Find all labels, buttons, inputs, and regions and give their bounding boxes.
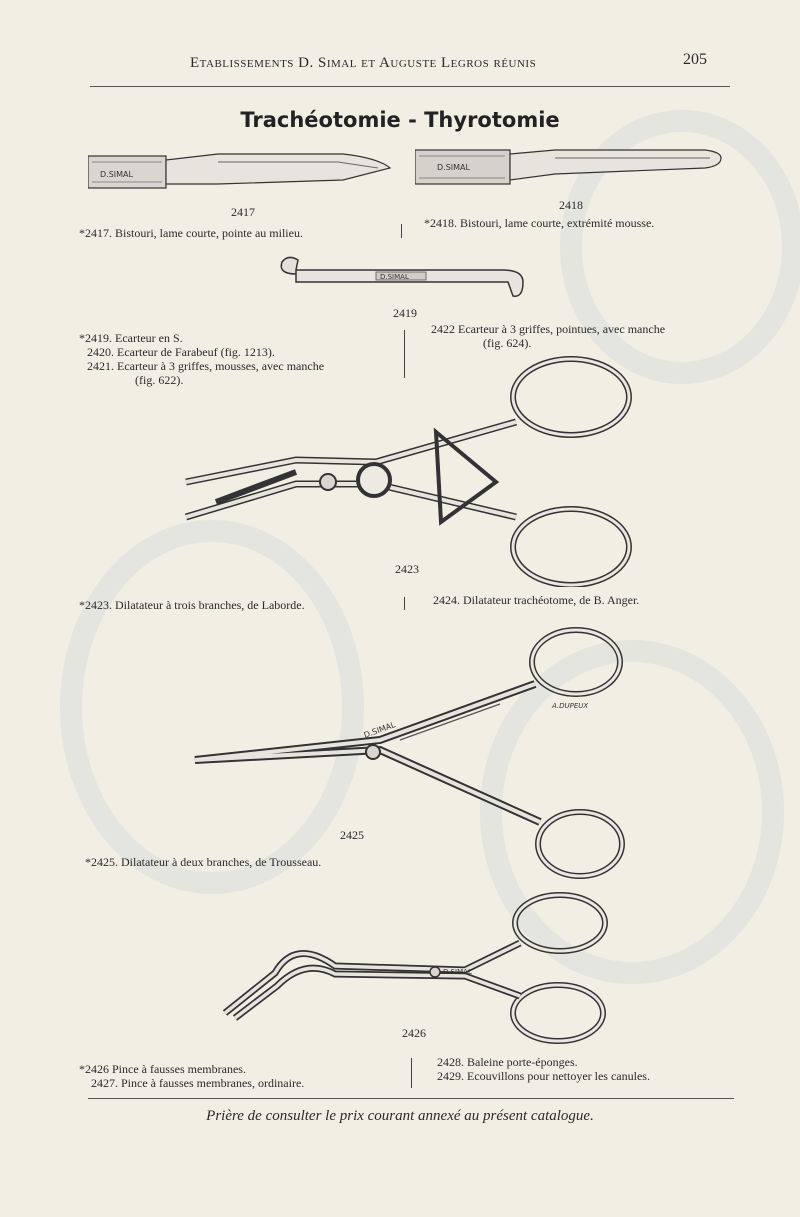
scalpel-2417-illustration [88, 148, 398, 196]
caption-2421-line2: (fig. 622). [135, 373, 184, 387]
figure-number-2423: 2423 [395, 562, 419, 576]
instrument-stamp: D.SIMAL [362, 720, 397, 740]
instrument-stamp: A.DUPEUX [552, 702, 589, 710]
caption-2427: 2427. Pince à fausses membranes, ordinaire. [91, 1076, 305, 1090]
caption-2420: 2420. Ecarteur de Farabeuf (fig. 1213). [87, 345, 275, 359]
caption-2424: 2424. Dilatateur trachéotome, de B. Anger. [433, 593, 640, 607]
figure-number-2426: 2426 [402, 1026, 426, 1040]
figure-number-2419: 2419 [393, 306, 417, 320]
running-title: Etablissements D. Simal et Auguste Legros réunis [190, 55, 537, 71]
header-rule [90, 86, 730, 87]
caption-2417: *2417. Bistouri, lame courte, pointe au milieu. [79, 226, 303, 240]
caption-2426: *2426 Pince à fausses membranes. [79, 1062, 246, 1076]
forceps-2426-illustration [215, 888, 613, 1048]
caption-2423: *2423. Dilatateur à trois branches, de Laborde. [79, 598, 305, 612]
column-separator [411, 1058, 412, 1088]
caption-2422-line2: (fig. 624). [483, 336, 532, 350]
instrument-stamp: D.SIMAL [443, 968, 472, 976]
instrument-stamp: D.SIMAL [380, 273, 409, 281]
footer-rule [88, 1098, 734, 1099]
caption-2425: *2425. Dilatateur à deux branches, de Trousseau. [85, 855, 322, 869]
column-separator [401, 224, 402, 238]
figure-number-2418: 2418 [559, 198, 583, 212]
dilator-2425-illustration [190, 622, 626, 880]
page-number: 205 [683, 51, 707, 68]
section-title: Trachéotomie - Thyrotomie [240, 108, 560, 132]
dilator-2423-illustration [176, 352, 636, 587]
caption-2428: 2428. Baleine porte-éponges. [437, 1055, 578, 1069]
price-list-notice: Prière de consulter le prix courant annexé au présent catalogue. [206, 1108, 594, 1124]
caption-2418: *2418. Bistouri, lame courte, extrémité mousse. [424, 216, 655, 230]
retractor-2419-illustration [278, 252, 530, 302]
caption-2421-line1: 2421. Ecarteur à 3 griffes, mousses, avec manche [87, 359, 325, 373]
instrument-stamp: D.SIMAL [437, 163, 470, 172]
instrument-stamp: D.SIMAL [100, 170, 133, 179]
figure-number-2425: 2425 [340, 828, 364, 842]
caption-2422-line1: 2422 Ecarteur à 3 griffes, pointues, avec manche [431, 322, 666, 336]
column-separator [404, 597, 405, 610]
scalpel-2418-illustration [415, 146, 725, 192]
caption-2429: 2429. Ecouvillons pour nettoyer les canules. [437, 1069, 650, 1083]
caption-2419: *2419. Ecarteur en S. [79, 331, 183, 345]
figure-number-2417: 2417 [231, 205, 255, 219]
